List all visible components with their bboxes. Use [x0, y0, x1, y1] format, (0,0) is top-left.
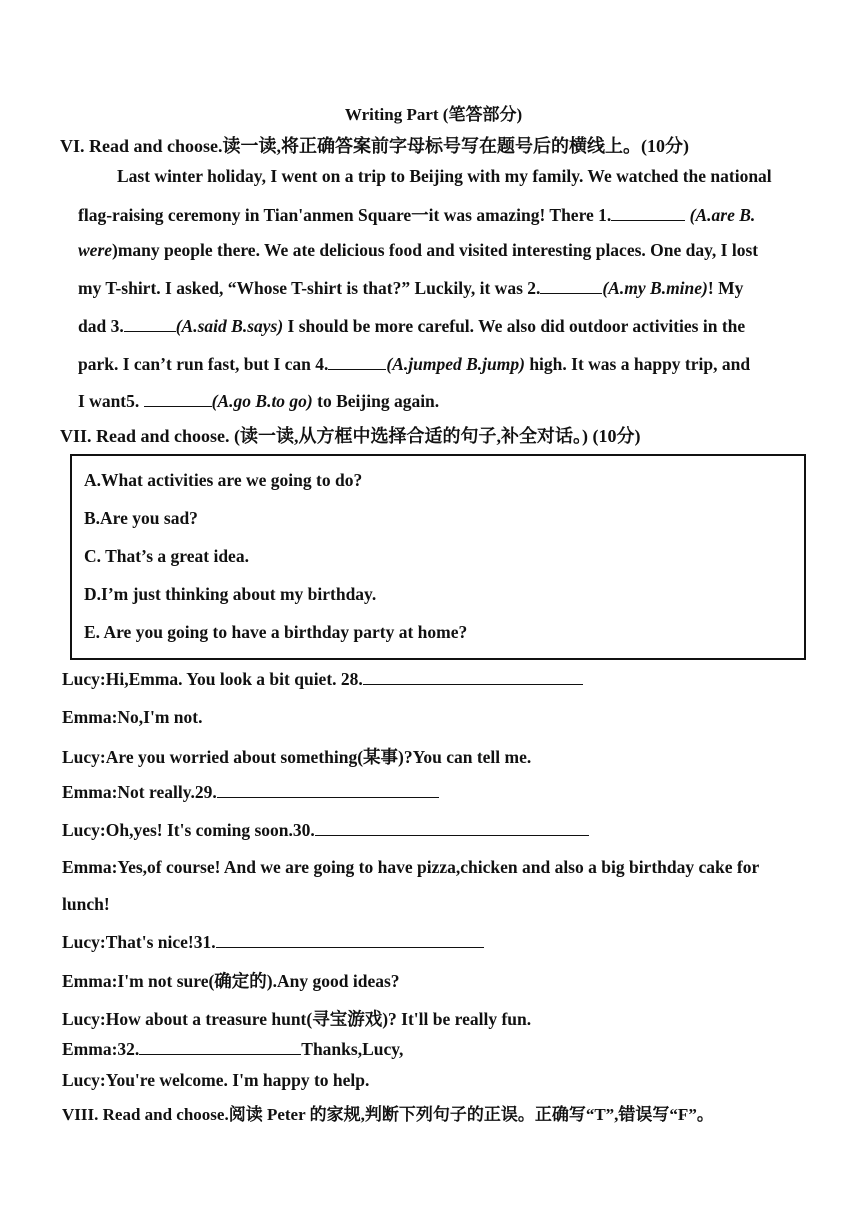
dialogue-line-32: Emma:32. Thanks,Lucy, — [62, 1039, 404, 1059]
dialogue-line-2: Emma:No,I'm not. — [62, 707, 203, 727]
dialogue-line-6: Emma:Yes,of course! And we are going to have pizza,chicken and also a big birthday cake for — [62, 857, 760, 877]
passage-line-3: were)many people there. We ate delicious food and visited interesting places. One day, I lost — [78, 240, 759, 260]
passage-line-2: flag-raising ceremony in Tian'anmen Square一it was amazing! There 1. (A.are B. — [78, 205, 756, 225]
dialogue-line-28: Lucy:Hi,Emma. You look a bit quiet. 28. — [62, 669, 583, 690]
passage-line-1: Last winter holiday, I went on a trip to Beijing with my family. We watched the national — [117, 166, 772, 186]
blank-5[interactable] — [144, 391, 212, 407]
writing-part-title: Writing Part (笔答部分) — [344, 105, 523, 124]
option-d: D.I’m just thinking about my birthday. — [84, 584, 377, 604]
dialogue-line-30: Lucy:Oh,yes! It's coming soon.30. — [62, 820, 589, 841]
dialogue-line-10: Lucy:How about a treasure hunt(寻宝游戏)? It'll be really fun. — [62, 1009, 532, 1029]
dialogue-line-31: Lucy:That's nice!31. — [62, 932, 484, 953]
dialogue-line-29: Emma:Not really.29. — [62, 782, 439, 803]
blank-29[interactable] — [217, 782, 439, 798]
section-8-heading: VIII. Read and choose.阅读 Peter 的家规,判断下列句子的正误。正确写“T”,错误写“F”。 — [62, 1105, 714, 1124]
options-box — [70, 454, 806, 660]
dialogue-line-9: Emma:I'm not sure(确定的).Any good ideas? — [62, 971, 400, 991]
passage-line-6: park. I can’t run fast, but I can 4. (A.jumped B.jump) high. It was a happy trip, and — [78, 354, 751, 374]
blank-31[interactable] — [216, 932, 484, 948]
blank-32[interactable] — [139, 1039, 301, 1055]
dialogue-line-12: Lucy:You're welcome. I'm happy to help. — [62, 1070, 370, 1090]
blank-30[interactable] — [315, 820, 589, 836]
passage-line-5: dad 3. (A.said B.says) I should be more careful. We also did outdoor activities in the — [78, 316, 746, 336]
blank-2[interactable] — [540, 278, 602, 294]
option-c: C. That’s a great idea. — [84, 546, 249, 566]
passage-line-7: I want5. (A.go B.to go) to Beijing again. — [78, 391, 440, 411]
dialogue-line-7: lunch! — [62, 894, 110, 914]
dialogue-line-3: Lucy:Are you worried about something(某事)?You can tell me. — [62, 747, 532, 767]
blank-4[interactable] — [328, 354, 386, 370]
option-e: E. Are you going to have a birthday party at home? — [84, 622, 468, 642]
section-7-heading: VII. Read and choose. (读一读,从方框中选择合适的句子,补全对话。) (10分) — [60, 426, 641, 446]
section-6-heading: VI. Read and choose.读一读,将正确答案前字母标号写在题号后的横线上。(10分) — [60, 136, 690, 156]
blank-3[interactable] — [124, 316, 176, 332]
option-b: B.Are you sad? — [84, 508, 198, 528]
option-a: A.What activities are we going to do? — [84, 470, 363, 490]
passage-line-4: my T-shirt. I asked, “Whose T-shirt is that?” Luckily, it was 2. (A.my B.mine)! My — [78, 278, 744, 298]
blank-1[interactable] — [611, 205, 685, 221]
blank-28[interactable] — [363, 669, 583, 685]
